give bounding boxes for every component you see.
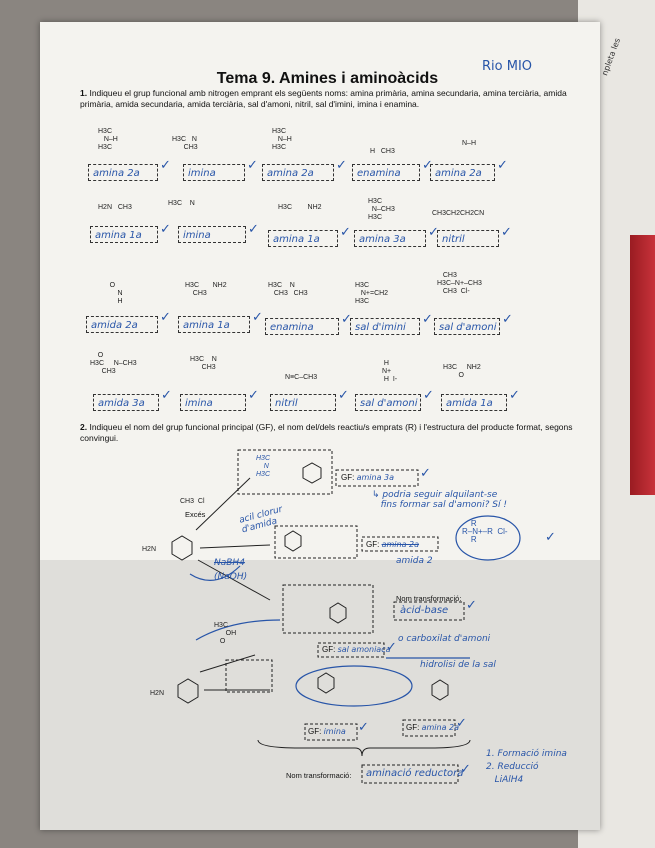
- page-title: Tema 9. Amines i aminoàcids: [216, 70, 439, 87]
- molecule-r1-3: H3C N–H H3C: [272, 128, 292, 151]
- molecule-r3-5: CH3 H3C–N+–CH3 CH3 Cl-: [437, 272, 482, 295]
- reagent-naoh: (NaOH): [214, 572, 248, 582]
- answer-r1-1[interactable]: amina 2a: [88, 164, 158, 181]
- product-2-box: [275, 526, 357, 558]
- hand-arrow-2: [196, 620, 280, 640]
- molecule-r2-2: H3C N: [168, 200, 195, 207]
- ketone-box: [226, 660, 272, 692]
- gf-1: [341, 473, 394, 482]
- gf-5-prefix: GF:: [406, 723, 420, 732]
- check-mark: ✓: [336, 158, 347, 173]
- molecule-r3-2: H3C NH2 CH3: [185, 282, 227, 297]
- answer-r3-2[interactable]: amina 1a: [178, 316, 250, 333]
- molecule-r4-1: O H3C N–CH3 CH3: [90, 352, 137, 375]
- gf-2: [366, 540, 419, 549]
- nom-label-1: Nom transformació:: [396, 594, 462, 603]
- hand-circle: [296, 666, 412, 706]
- answer-r4-5[interactable]: amida 1a: [441, 394, 507, 411]
- check-mark: ✓: [460, 762, 471, 777]
- question-2-number: 2.: [80, 422, 88, 432]
- molecule-r1-4: H CH3: [369, 148, 395, 155]
- nom-value-1: àcid-base: [400, 605, 449, 616]
- arrow-to-product-2: [200, 545, 270, 548]
- arrow-reagent: [200, 655, 255, 672]
- answer-r2-1[interactable]: amina 1a: [90, 226, 158, 243]
- molecule-r3-1: O N H: [109, 282, 123, 305]
- answer-r1-4[interactable]: enamina: [352, 164, 420, 181]
- molecule-r3-4: H3C N+=CH2 H3C: [355, 282, 389, 305]
- gf-4-prefix: GF:: [308, 727, 322, 736]
- answer-r2-3[interactable]: amina 1a: [268, 230, 338, 247]
- check-mark: ✓: [423, 388, 434, 403]
- note-alkylate: ↳ podria seguir alquilant-se fins formar sal d'amoni? Sí !: [372, 490, 507, 510]
- check-mark: ✓: [497, 158, 508, 173]
- product-3-box: [283, 585, 373, 633]
- nom-value-2: aminació reductora: [366, 768, 464, 779]
- molecule-r2-4: H3C N–CH3 H3C: [368, 198, 395, 221]
- gf-1-value: amina 3a: [356, 473, 395, 482]
- gf-2-prefix: GF:: [366, 540, 380, 549]
- gf-3-prefix: GF:: [322, 645, 336, 654]
- question-1-body: Indiqueu el grup funcional amb nitrogen emprant els següents noms: amina primària, amina secundaria, amina terciària, amida primària, amida secundaria, amida terciària, sal d'amoni, nitril, sal d'imini, imina i enamina.: [80, 88, 567, 109]
- check-mark: ✓: [247, 158, 258, 173]
- question-1-number: 1.: [80, 88, 88, 98]
- gf-2-value: amina 2a: [381, 540, 420, 549]
- answer-r4-4[interactable]: sal d'amoni: [355, 394, 421, 411]
- handwritten-name: Rio MIO: [482, 59, 533, 74]
- gf-5-value: amina 2a: [421, 723, 460, 732]
- molecule-r1-1: H3C N–H H3C: [98, 128, 118, 151]
- molecule-r3-3: H3C N CH3 CH3: [268, 282, 308, 297]
- check-mark: ✓: [466, 598, 477, 613]
- check-mark: ✓: [358, 720, 369, 735]
- answer-r2-5[interactable]: nitril: [437, 230, 499, 247]
- molecule-r4-4: H N+ H I-: [381, 360, 398, 383]
- note-hydrolysis: hidrolisi de la sal: [420, 660, 496, 670]
- reagent-acid: H3C OH O: [214, 622, 237, 645]
- note-carboxylate: o carboxilat d'amoni: [398, 634, 491, 644]
- check-mark: ✓: [341, 312, 352, 327]
- note-steps: 1. Formació imina 2. Reducció LiAlH4: [486, 749, 567, 785]
- gf-4: [308, 727, 346, 736]
- molecule-r2-1: H2N CH3: [98, 204, 132, 211]
- gf-4-value: imina: [323, 727, 346, 736]
- check-mark: ✓: [422, 158, 433, 173]
- answer-r3-3[interactable]: enamina: [265, 318, 339, 335]
- answer-r3-4[interactable]: sal d'imini: [350, 318, 420, 335]
- answer-r4-2[interactable]: imina: [180, 394, 246, 411]
- molecule-r2-5: CH3CH2CH2CN: [432, 210, 485, 217]
- start-amine-label: H2N: [142, 546, 157, 553]
- answer-r1-5[interactable]: amina 2a: [430, 164, 495, 181]
- start-amine-label-2: H2N: [150, 690, 165, 697]
- note-acyl: acil clorur d'amida: [238, 504, 284, 536]
- check-mark: ✓: [509, 388, 520, 403]
- reagent-excess: Excés: [185, 510, 206, 519]
- check-mark: ✓: [386, 640, 397, 655]
- molecule-r2-3: H3C NH2: [278, 204, 322, 211]
- answer-r2-4[interactable]: amina 3a: [354, 230, 426, 247]
- check-mark: ✓: [545, 530, 556, 545]
- ammonium-structure: R R–N+–R Cl- R: [462, 519, 508, 544]
- check-mark: ✓: [338, 388, 349, 403]
- molecule-r1-2: H3C N CH3: [172, 136, 198, 151]
- answer-r4-3[interactable]: nitril: [270, 394, 336, 411]
- check-mark: ✓: [501, 225, 512, 240]
- check-mark: ✓: [160, 310, 171, 325]
- gf-1-prefix: GF:: [341, 473, 355, 482]
- check-mark: ✓: [160, 222, 171, 237]
- answer-r1-3[interactable]: amina 2a: [262, 164, 334, 181]
- nom-label-2: Nom transformació:: [286, 771, 352, 780]
- check-mark: ✓: [422, 312, 433, 327]
- check-mark: ✓: [252, 310, 263, 325]
- molecule-r4-3: N≡C–CH3: [285, 374, 318, 381]
- brace: [258, 740, 470, 756]
- check-mark: ✓: [456, 716, 467, 731]
- check-mark: ✓: [340, 225, 351, 240]
- check-mark: ✓: [161, 388, 172, 403]
- answer-r2-2[interactable]: imina: [178, 226, 246, 243]
- reagent-nabh4: NaBH4: [214, 558, 245, 568]
- gf-5: [406, 723, 459, 732]
- product-1-structure: H3C N H3C: [256, 455, 271, 478]
- molecule-r4-5: H3C NH2 O: [443, 364, 481, 379]
- benzene-ring-start: [172, 536, 192, 560]
- molecule-r4-2: H3C N CH3: [190, 356, 217, 371]
- answer-r3-1[interactable]: amida 2a: [86, 316, 158, 333]
- reagent-ch3cl: CH3 Cl: [180, 498, 205, 505]
- check-mark: ✓: [248, 222, 259, 237]
- side-page-text: npleta les: [600, 36, 623, 77]
- molecule-r1-5: N–H: [462, 140, 477, 147]
- check-mark: ✓: [502, 312, 513, 327]
- check-mark: ✓: [160, 158, 171, 173]
- answer-r3-5[interactable]: sal d'amoni: [434, 318, 500, 335]
- question-2-body: Indiqueu el nom del grup funcional principal (GF), el nom del/dels reactiu/s emprats (R) i l'estructura del producte format, segons convingui.: [80, 422, 573, 443]
- answer-r1-2[interactable]: imina: [183, 164, 245, 181]
- product-1-box: [238, 450, 332, 494]
- gf-3: [322, 645, 391, 654]
- gf-3-value: sal amoniaca: [337, 645, 391, 654]
- gf-2-correction: amida 2: [396, 556, 433, 566]
- answer-r4-1[interactable]: amida 3a: [93, 394, 159, 411]
- check-mark: ✓: [248, 388, 259, 403]
- check-mark: ✓: [420, 466, 431, 481]
- benzene-ring-start-2: [178, 679, 198, 703]
- check-mark: ✓: [428, 225, 439, 240]
